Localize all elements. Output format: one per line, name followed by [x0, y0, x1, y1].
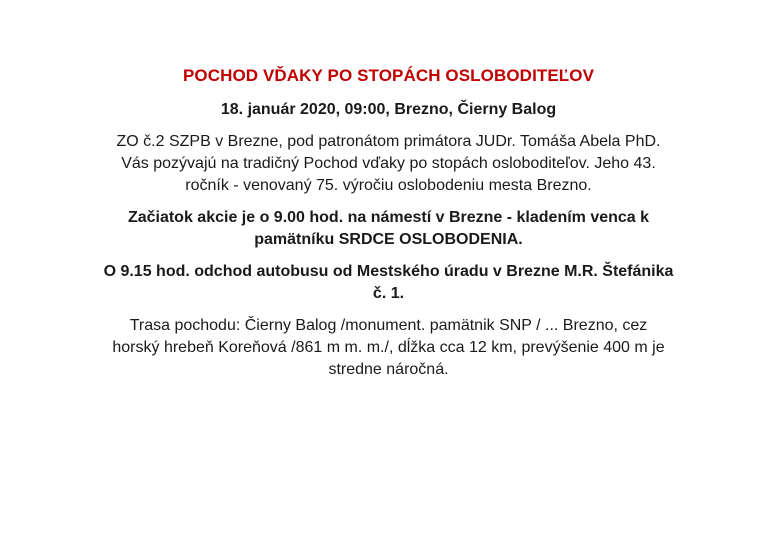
intro-line: ZO č.2 SZPB v Brezne, pod patronátom primátora JUDr. Tomáša Abela PhD. [116, 133, 661, 150]
route-paragraph [60, 315, 717, 381]
route-line: Trasa pochodu: Čierny Balog /monument. pamätnik SNP / ... Brezno, cez [129, 317, 648, 334]
start-paragraph [60, 207, 717, 251]
bus-line: č. 1. [372, 285, 405, 302]
route-line: stredne náročná. [328, 361, 449, 378]
start-line: pamätníku SRDCE OSLOBODENIA. [254, 231, 523, 248]
document-content [60, 65, 717, 391]
intro-paragraph [60, 131, 717, 197]
bus-line: O 9.15 hod. odchod autobusu od Mestského úradu v Brezne M.R. Štefánika [103, 263, 674, 280]
document-title: POCHOD VĎAKY PO STOPÁCH OSLOBODITEĽOV [182, 66, 595, 85]
start-line: Začiatok akcie je o 9.00 hod. na námestí v Brezne - kladením venca k [127, 209, 650, 226]
intro-line: Vás pozývajú na tradičný Pochod vďaky po stopách osloboditeľov. Jeho 43. [121, 155, 656, 172]
event-date-location: 18. január 2020, 09:00, Brezno, Čierny Balog [220, 101, 557, 118]
intro-line: ročník - venovaný 75. výročiu oslobodeniu mesta Brezno. [185, 177, 592, 194]
route-line: horský hrebeň Koreňová /861 m m. m./, dĺžka cca 12 km, prevýšenie 400 m je [112, 339, 665, 356]
bus-paragraph [60, 261, 717, 305]
